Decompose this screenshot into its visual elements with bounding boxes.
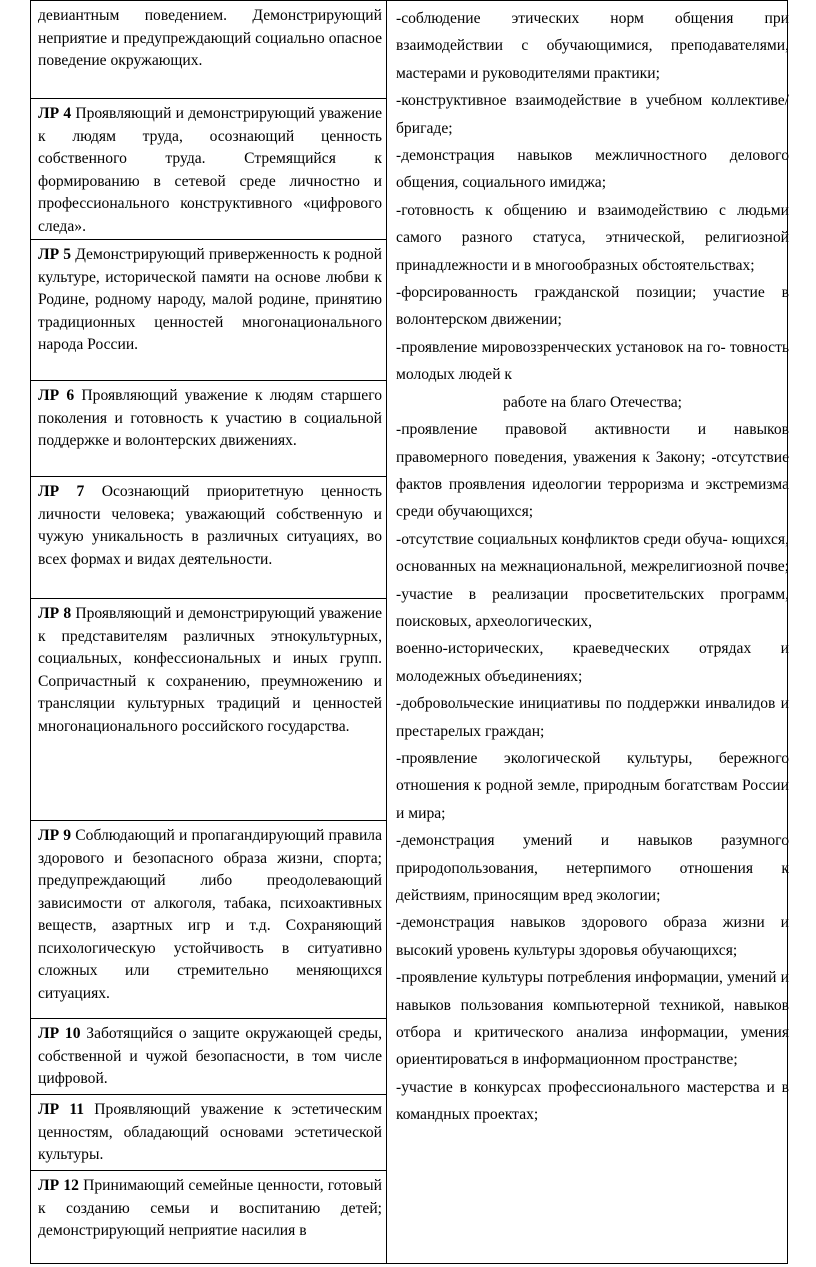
lr-cell-continuation bbox=[31, 1, 387, 99]
cell-text: Соблюдающий и пропагандирующий правила здорового и безопасного образа жизни, спорта; предупреждающий либо преодолевающий зависимости от алкоголя, табака, психоактивных веществ, азартных игр и т.д. Сохраняющий психологическую устойчивость в ситуативно сложных или стремительно меняющихся ситуациях. bbox=[38, 827, 382, 1002]
lr-cell-8 bbox=[31, 599, 387, 821]
cell-text: Проявляющий и демонстрирующий уважение к представителям различных этнокультурных, социальных, конфессиональных и иных групп. Сопричастный к сохранению, преумножению и трансляции культурных традиций и ценностей многонационального российского государства. bbox=[38, 605, 383, 735]
cell-code: ЛР 12 bbox=[38, 1177, 79, 1194]
left-column bbox=[31, 1, 387, 1263]
lr-cell-12 bbox=[31, 1171, 387, 1265]
cell-text: Заботящийся о защите окружающей среды, собственной и чужой безопасности, в том числе цифровой. bbox=[38, 1025, 383, 1087]
cell-text: Демонстрирующий приверженность к родной культуре, исторической памяти на основе любви к Родине, родному народу, малой родине, принятию традиционных ценностей многонационального народа России. bbox=[38, 246, 383, 353]
criteria-item: -проявление экологической культуры, бережного отношения к родной земле, природным богатствам России и мира; bbox=[396, 749, 789, 822]
criteria-item: -форсированность гражданской позиции; участие в волонтерском движении; bbox=[396, 284, 789, 329]
criteria-item: -соблюдение этических норм общения при взаимодействии с обучающимися, преподавателями, мастерами и руководителями практики; bbox=[396, 10, 789, 82]
criteria-item: -отсутствие социальных конфликтов среди обуча- ющихся, основанных на межнациональной, межрелигиозной почве; -участие в реализации просветительских программ, поисковых, археологических, bbox=[396, 530, 789, 630]
criteria-item: -добровольческие инициативы по поддержки инвалидов и престарелых граждан; bbox=[396, 695, 789, 740]
lr-cell-5 bbox=[31, 240, 387, 381]
criteria-item: -демонстрация навыков межличностного делового общения, социального имиджа; bbox=[396, 147, 789, 192]
criteria-item: -демонстрация навыков здорового образа жизни и высокий уровень культуры здоровья обучающихся; bbox=[396, 914, 789, 959]
cell-code: ЛР 8 bbox=[38, 605, 72, 622]
lr-cell-11 bbox=[31, 1095, 387, 1171]
lr-cell-9 bbox=[31, 821, 387, 1019]
criteria-item: -конструктивное взаимодействие в учебном коллективе/бригаде; bbox=[396, 92, 789, 137]
cell-text: Проявляющий уважение к эстетическим ценностям, обладающий основами эстетической культуры. bbox=[38, 1101, 382, 1163]
criteria-item: военно-исторических, краеведческих отрядах и молодежных объединениях; bbox=[396, 640, 789, 685]
cell-text: девиантным поведением. Демонстрирующий неприятие и предупреждающий социально опасное поведение окружающих. bbox=[38, 7, 382, 69]
cell-text: Проявляющий уважение к людям старшего поколения и готовность к участию в социальной поддержке и волонтерских движениях. bbox=[38, 387, 382, 449]
criteria-item: работе на благо Отечества; bbox=[503, 393, 682, 411]
criteria-item: -проявление правовой активности и навыков правомерного поведения, уважения к Закону; -отсутствие фактов проявления идеологии терроризма и экстремизма среди обучающихся; bbox=[396, 421, 789, 521]
lr-cell-10 bbox=[31, 1019, 387, 1095]
criteria-item: -готовность к общению и взаимодействию с людьми самого разного статуса, этнической, религиозной принадлежности и в многообразных обстоятельствах; bbox=[396, 201, 789, 274]
criteria-item: -проявление культуры потребления информации, умений и навыков пользования компьютерной техникой, навыков отбора и критического анализа информации, умения ориентироваться в информационном пространстве; bbox=[396, 969, 789, 1069]
lr-cell-7 bbox=[31, 477, 387, 599]
cell-text: Осознающий приоритетную ценность личности человека; уважающий собственную и чужую уникальность в различных ситуациях, во всех формах и видах деятельности. bbox=[38, 483, 382, 568]
cell-code: ЛР 11 bbox=[38, 1101, 85, 1118]
cell-code: ЛР 6 bbox=[38, 387, 75, 404]
criteria-item: -участие в конкурсах профессионального мастерства и в командных проектах; bbox=[396, 1078, 789, 1124]
cell-code: ЛР 9 bbox=[38, 827, 72, 844]
cell-code: ЛР 5 bbox=[38, 246, 72, 263]
right-column bbox=[396, 5, 789, 1129]
lr-cell-6 bbox=[31, 381, 387, 477]
cell-code: ЛР 10 bbox=[38, 1025, 81, 1042]
lr-cell-4 bbox=[31, 99, 387, 240]
cell-code: ЛР 7 bbox=[38, 483, 85, 500]
criteria-item: -демонстрация умений и навыков разумного природопользования, нетерпимого отношения к действиям, приносящим вред экологии; bbox=[396, 832, 789, 904]
cell-text: Принимающий семейные ценности, готовый к созданию семьи и воспитанию детей; демонстрирующий неприятие насилия в bbox=[38, 1177, 382, 1239]
cell-text: Проявляющий и демонстрирующий уважение к людям труда, осознающий ценность собственного труда. Стремящийся к формированию в сетевой среде личностно и профессионального конструктивного «цифрового следа». bbox=[38, 105, 383, 235]
results-table bbox=[30, 0, 788, 1264]
cell-code: ЛР 4 bbox=[38, 105, 72, 122]
criteria-item: -проявление мировоззренческих установок на го- товность молодых людей к bbox=[396, 338, 789, 384]
document-page bbox=[30, 0, 788, 1264]
